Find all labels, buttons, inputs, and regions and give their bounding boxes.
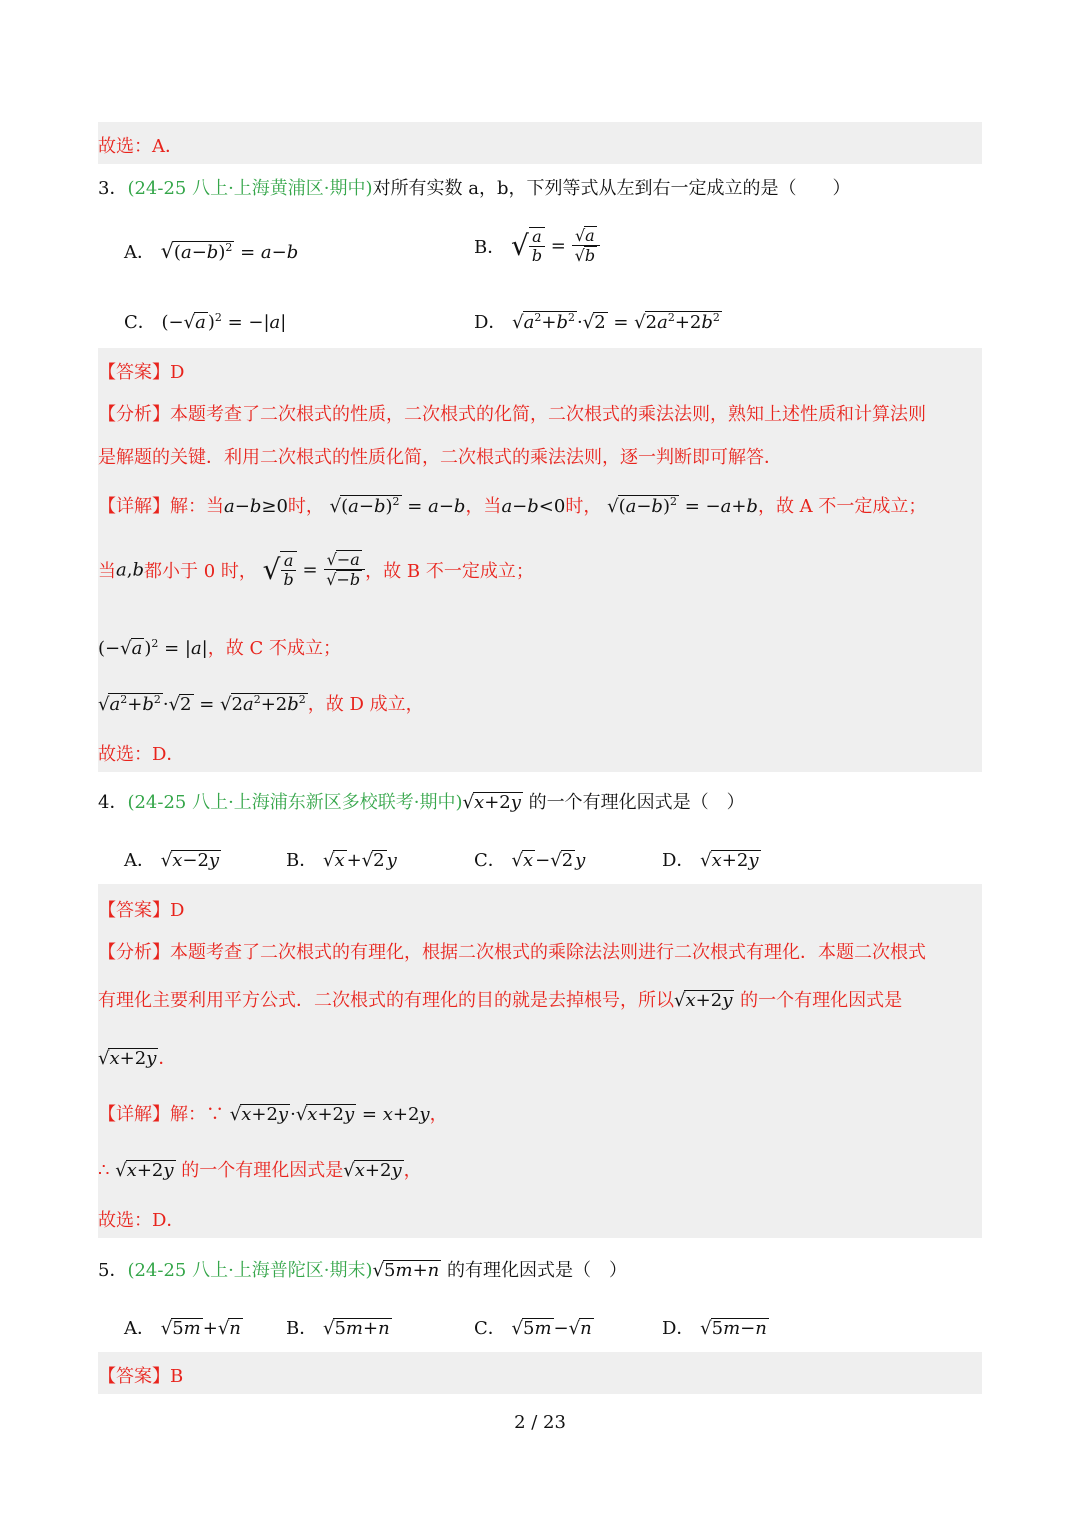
q4-option-a-label: A． xyxy=(124,850,155,871)
answer-box-q5 xyxy=(98,1352,982,1394)
q3-source: (24-25 八上·上海黄浦区·期中) xyxy=(127,178,373,199)
q5-source: (24-25 八上·上海普陀区·期末) xyxy=(127,1260,373,1281)
answer-box-q2 xyxy=(98,122,982,164)
q4-detail-label: 【详解】 xyxy=(98,1104,170,1125)
q4-option-d: D． √x+2y xyxy=(662,850,759,871)
q4-analysis-text-1: 本题考查了二次根式的有理化，根据二次根式的乘除法法则进行二次根式有理化．本题二次根式 xyxy=(170,942,926,963)
q4-detail-2: ∴ √x+2y 的一个有理化因式是√x+2y ， xyxy=(98,1160,422,1181)
q3-option-b-label: B． xyxy=(474,236,506,258)
q3-detail-2a: 当 xyxy=(98,560,116,582)
q4-analysis-2: 有理化主要利用平方公式．二次根式的有理化的目的就是去掉根号，所以√x+2y 的一个有理化因式是 xyxy=(98,990,903,1011)
q3-stem-text: 对所有实数 a，b，下列等式从左到右一定成立的是（ ） xyxy=(372,178,851,199)
q4-option-a: A． √x−2y xyxy=(124,850,220,871)
q5-number: 5． xyxy=(98,1260,128,1281)
q3-detail-2c: ，故 B 不一定成立； xyxy=(365,560,534,582)
q4-number: 4． xyxy=(98,792,128,813)
q5-option-c: C． √5m −√n xyxy=(474,1318,592,1339)
q4-analysis-label: 【分析】 xyxy=(98,942,170,963)
q3-detail-1e: ，故 A 不一定成立； xyxy=(757,496,927,517)
q5-option-d: D． √5m−n xyxy=(662,1318,767,1339)
q4-analysis-3: √x+2y ． xyxy=(98,1048,177,1069)
q3-answer: 【答案】D xyxy=(98,362,185,383)
q5-stem-text: 的有理化因式是（ ） xyxy=(447,1260,627,1281)
q5-option-a: A． √5m +√n xyxy=(124,1318,241,1339)
q4-stem-text: 的一个有理化因式是（ ） xyxy=(528,792,745,813)
q3-option-c-label: C． xyxy=(124,312,156,333)
q3-detail-2b: 都小于 0 时， xyxy=(144,560,257,582)
q4-detail-1: 【详解】解：∵ √x+2y ·√x+2y = x+2y， xyxy=(98,1104,448,1125)
q3-number: 3． xyxy=(98,178,128,199)
q4-source: (24-25 八上·上海浦东新区多校联考·期中) xyxy=(127,792,463,813)
q3-option-b: B． √ $\frac{a}{b}$ = $\frac{√a}{√b}$ xyxy=(474,226,600,266)
q4-analysis-text-2b: 的一个有理化因式是 xyxy=(740,990,903,1011)
q3-detail-4: $√a^2+b^2 \cdot√2 = √2a^2+2b^2$ ，故 D 成立， xyxy=(98,693,424,715)
q3-detail-1a: 解：当 xyxy=(170,496,224,517)
q4-answer: 【答案】D xyxy=(98,900,185,921)
q4-analysis-text-2: 有理化主要利用平方公式．二次根式的有理化的目的就是去掉根号，所以 xyxy=(98,990,674,1011)
q5-answer: 【答案】B xyxy=(98,1366,184,1387)
q3-option-c: C． (−√a )$^2$ = −|a| xyxy=(124,311,287,333)
q5-stem: 5．(24-25 八上·上海普陀区·期末)√5m+n 的有理化因式是（ ） xyxy=(98,1260,627,1281)
q4-option-d-label: D． xyxy=(662,850,695,871)
q3-detail-3: (−√a )$^2$ = |a|，故 C 不成立； xyxy=(98,637,341,659)
q4-option-b: B． √x +√2 y xyxy=(286,850,397,871)
q3-analysis-label: 【分析】 xyxy=(98,404,170,425)
q5-option-a-label: A． xyxy=(124,1318,155,1339)
q3-option-d: D． $√a^2+b^2 \cdot√2 = √2a^2+2b^2$ xyxy=(474,311,720,333)
q5-option-b: B． √5m+n xyxy=(286,1318,390,1339)
q4-stem: 4．(24-25 八上·上海浦东新区多校联考·期中)√x+2y 的一个有理化因式是（ ） xyxy=(98,792,745,813)
q4-option-c: C． √x −√2 y xyxy=(474,850,586,871)
q4-option-c-label: C． xyxy=(474,850,506,871)
q3-option-a-label: A． xyxy=(124,242,155,263)
q3-detail-3-text: ，故 C 不成立； xyxy=(207,638,341,659)
q4-detail-2-text: 的一个有理化因式是 xyxy=(181,1160,344,1181)
q3-analysis-text-1: 本题考查了二次根式的性质，二次根式的化简，二次根式的乘法法则，熟知上述性质和计算法则 xyxy=(170,404,926,425)
q3-detail-1: 【详解】解：当a−b≥0时， $√(a-b)^2 = a-b$，当a−b<0时， $√(a-b)^2 = -a+b$，故 A 不一定成立； xyxy=(98,495,927,517)
q3-analysis-2: 是解题的关键．利用二次根式的性质化简，二次根式的乘法法则，逐一判断即可解答． xyxy=(98,447,782,468)
q4-therefore: ∴ xyxy=(98,1160,110,1181)
q5-option-d-label: D． xyxy=(662,1318,695,1339)
q2-choose-line: 故选：A． xyxy=(98,136,183,157)
page-number: 2 / 23 xyxy=(514,1412,566,1433)
q3-stem xyxy=(98,174,851,200)
q3-detail-4-text: ，故 D 成立， xyxy=(307,694,424,715)
q3-option-d-label: D． xyxy=(474,312,507,333)
q3-option-a: A． $√(a-b)^2 = a-b$ xyxy=(124,239,299,263)
q5-option-b-label: B． xyxy=(286,1318,318,1339)
q3-choose: 故选：D． xyxy=(98,744,185,765)
q4-option-b-label: B． xyxy=(286,850,318,871)
q3-detail-1d: 时， xyxy=(565,496,602,517)
q3-detail-2: 当a,b都小于 0 时， √ $\frac{a}{b}$ = $\frac{√-a}{√-b}$ ，故 B 不一定成立； xyxy=(98,550,534,590)
q5-option-c-label: C． xyxy=(474,1318,506,1339)
q4-analysis-1 xyxy=(98,938,926,964)
q4-detail-1-text: 解：∵ xyxy=(170,1104,224,1125)
q3-detail-1c: ，当 xyxy=(465,496,502,517)
q3-analysis-1 xyxy=(98,400,926,426)
q3-detail-1b: 时， xyxy=(287,496,324,517)
q4-choose: 故选：D． xyxy=(98,1210,185,1231)
q3-detail-label: 【详解】 xyxy=(98,496,170,517)
